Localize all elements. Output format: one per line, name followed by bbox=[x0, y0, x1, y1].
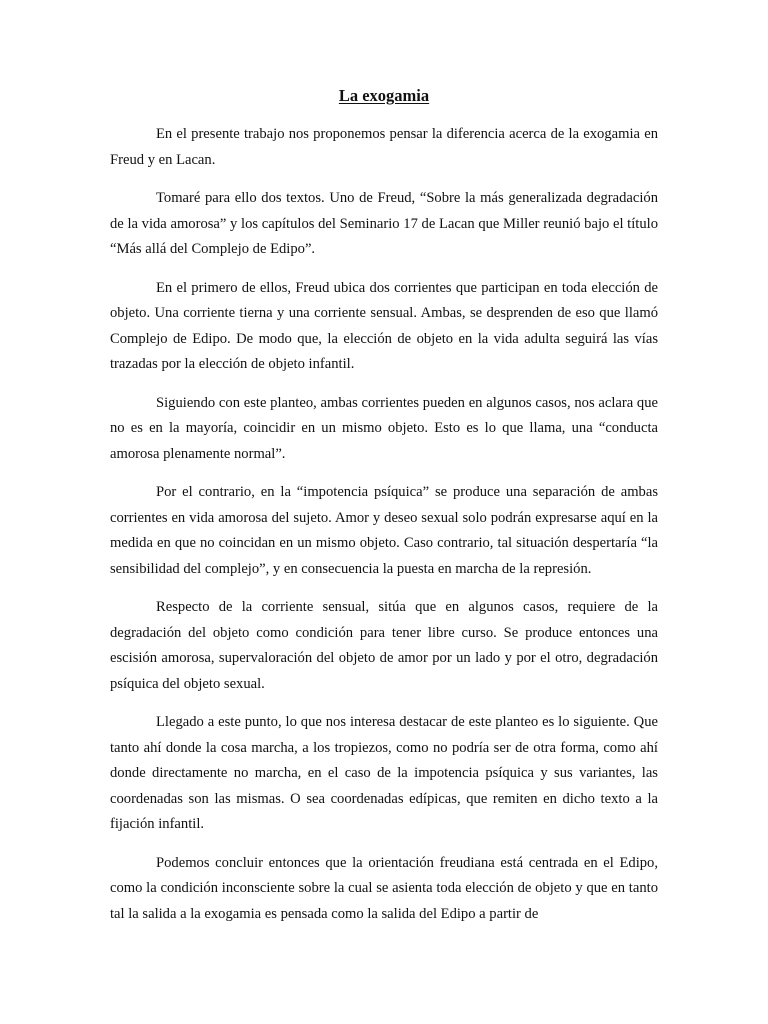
paragraph-4: Siguiendo con este planteo, ambas corrientes pueden en algunos casos, nos aclara que no es en la mayoría, coincidir en un mismo objeto. Esto es lo que llama, una “conducta amorosa plenamente normal”. bbox=[110, 394, 658, 462]
paragraph-2: Tomaré para ello dos textos. Uno de Freud, “Sobre la más generalizada degradación de la vida amorosa” y los capítulos del Seminario 17 de Lacan que Miller reunió bajo el título “Más allá del Complejo de Edipo”. bbox=[110, 190, 658, 257]
paragraph-5: Por el contrario, en la “impotencia psíquica” se produce una separación de ambas corrientes en vida amorosa del sujeto. Amor y deseo sexual solo podrán expresarse aquí en la medida en que no coincidan en un mismo objeto. Caso contrario, tal situación despertaría “la sensibilidad del complejo”, y en consecuencia la puesta en marcha de la represión. bbox=[110, 484, 658, 577]
paragraph-8: Podemos concluir entonces que la orientación freudiana está centrada en el Edipo, como la condición inconsciente sobre la cual se asienta toda elección de objeto y que en tanto tal la salida a la exogamia es pensada como la salida del Edipo a partir de bbox=[110, 854, 658, 922]
paragraph-7: Llegado a este punto, lo que nos interesa destacar de este planteo es lo siguiente. Que tanto ahí donde la cosa marcha, a los tropiezos, como no podría ser de otra forma, como ahí donde directamente no marcha, en el caso de la impotencia psíquica y sus variantes, las coordenadas son las mismas. O sea coordenadas edípicas, que remiten en dicho texto a la fijación infantil. bbox=[110, 714, 658, 832]
document-body bbox=[110, 122, 658, 940]
paragraph-1: En el presente trabajo nos proponemos pensar la diferencia acerca de la exogamia en Freud y en Lacan. bbox=[110, 126, 658, 168]
paragraph-6: Respecto de la corriente sensual, sitúa que en algunos casos, requiere de la degradación del objeto como condición para tener libre curso. Se produce entonces una escisión amorosa, supervaloración del objeto de amor por un lado y por el otro, degradación psíquica del objeto sexual. bbox=[110, 599, 658, 692]
document-title: La exogamia bbox=[338, 86, 430, 105]
paragraph-3: En el primero de ellos, Freud ubica dos corrientes que participan en toda elección de objeto. Una corriente tierna y una corriente sensual. Ambas, se desprenden de eso que llamó Complejo de Edipo. De modo que, la elección de objeto en la vida adulta seguirá las vías trazadas por la elección de objeto infantil. bbox=[110, 279, 658, 372]
